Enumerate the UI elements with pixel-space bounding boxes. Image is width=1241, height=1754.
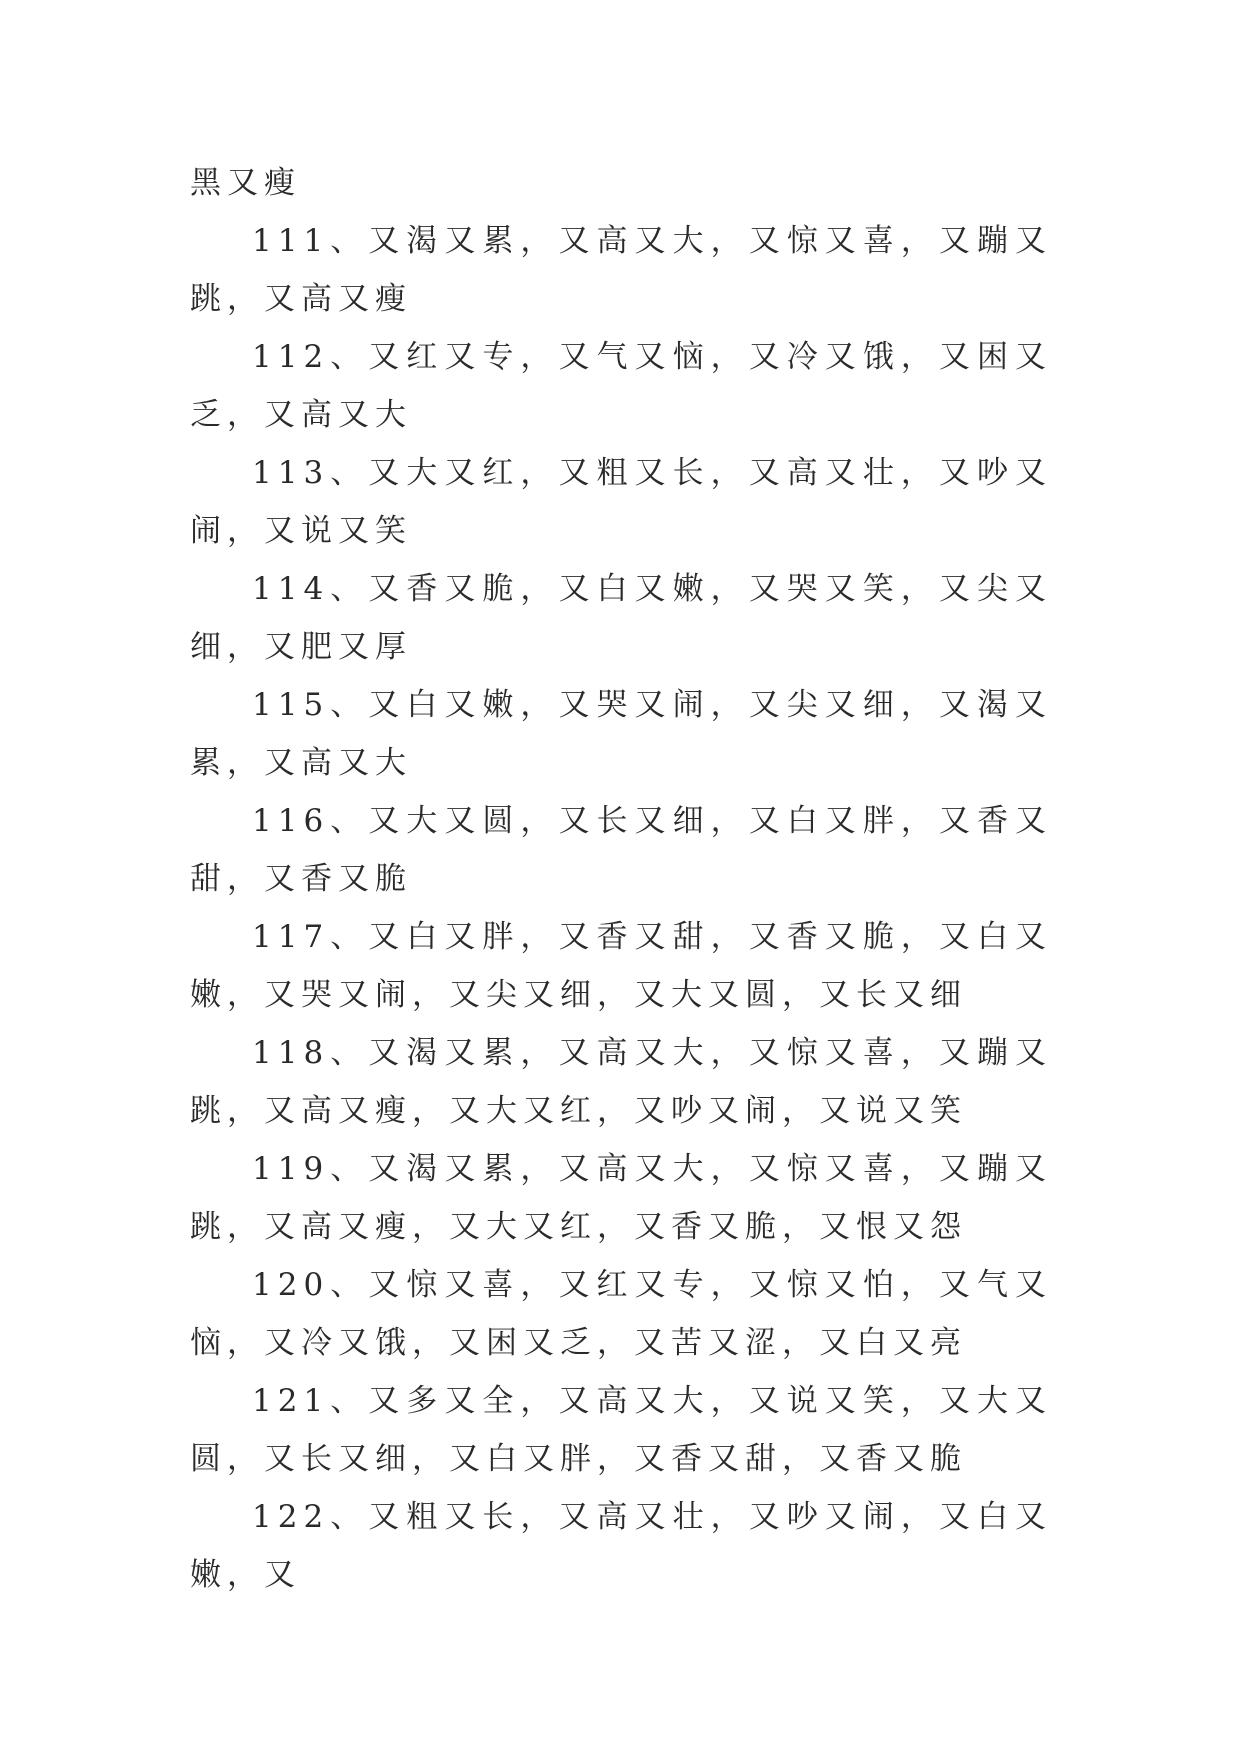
paragraph-116: 116、又大又圆，又长又细，又白又胖，又香又甜，又香又脆 xyxy=(190,803,1052,897)
paragraph-117: 117、又白又胖，又香又甜，又香又脆，又白又嫩，又哭又闹，又尖又细，又大又圆，又长又细 xyxy=(190,919,1052,1013)
paragraph-114: 114、又香又脆，又白又嫩，又哭又笑，又尖又细，又肥又厚 xyxy=(190,571,1052,665)
paragraph-122: 122、又粗又长，又高又壮，又吵又闹，又白又嫩，又 xyxy=(190,1499,1052,1593)
paragraph-118: 118、又渴又累，又高又大，又惊又喜，又蹦又跳，又高又瘦，又大又红，又吵又闹，又说又笑 xyxy=(190,1035,1052,1129)
paragraph-121: 121、又多又全，又高又大，又说又笑，又大又圆，又长又细，又白又胖，又香又甜，又香又脆 xyxy=(190,1383,1052,1477)
paragraph-113: 113、又大又红，又粗又长，又高又壮，又吵又闹，又说又笑 xyxy=(190,455,1052,549)
paragraph-continuation: 黑又瘦 xyxy=(190,165,301,201)
paragraph-120: 120、又惊又喜，又红又专，又惊又怕，又气又恼，又冷又饿，又困又乏，又苦又涩，又白又亮 xyxy=(190,1267,1052,1361)
paragraph-119: 119、又渴又累，又高又大，又惊又喜，又蹦又跳，又高又瘦，又大又红，又香又脆，又恨又怨 xyxy=(190,1151,1052,1245)
paragraph-115: 115、又白又嫩，又哭又闹，又尖又细，又渴又累，又高又大 xyxy=(190,687,1052,781)
paragraph-111: 111、又渴又累，又高又大，又惊又喜，又蹦又跳，又高又瘦 xyxy=(190,223,1052,317)
document-body xyxy=(190,154,1052,1604)
paragraph-112: 112、又红又专，又气又恼，又冷又饿，又困又乏，又高又大 xyxy=(190,339,1052,433)
